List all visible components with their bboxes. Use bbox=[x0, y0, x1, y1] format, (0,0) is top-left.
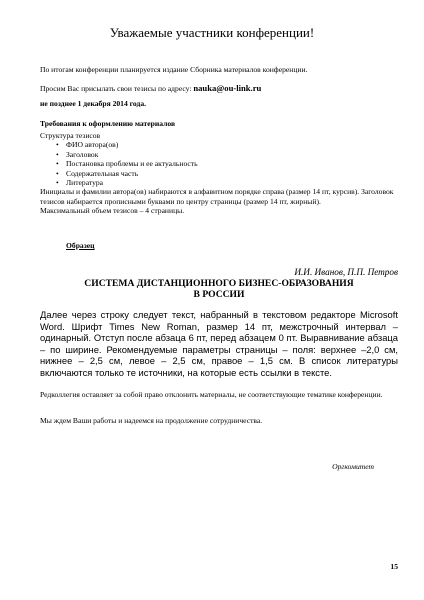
request-paragraph bbox=[40, 84, 398, 93]
sample-body: Далее через строку следует текст, набранный в текстовом редакторе Microsoft Word. Шрифт Times New Roman, размер 14 пт, межстрочный интервал – одинарный. Отступ после абзаца 6 пт, перед абзацем 0 пт. Выравнивание абзаца – по ширине. Рекомендуемые параметры страницы – поля: верхнее –2,0 см, нижнее – 2,5 см, левое – 2,5 см, правое – 1,5 см. В список литературы включаются только те источники, на которые есть ссылки в тексте. bbox=[40, 309, 398, 378]
sample-title-line: СИСТЕМА ДИСТАНЦИОННОГО БИЗНЕС-ОБРАЗОВАНИЯ bbox=[84, 278, 354, 289]
list-item: • Литература bbox=[56, 178, 104, 188]
list-item: • Заголовок bbox=[56, 149, 99, 159]
max-length-note: Максимальный объем тезисов – 4 страницы. bbox=[40, 206, 185, 216]
closing-text: Мы ждем Ваши работы и надеемся на продолжение сотрудничества. bbox=[40, 416, 263, 425]
list-item: • Постановка проблемы и ее актуальность bbox=[56, 159, 198, 169]
requirements-notes: Инициалы и фамилии автора(ов) набираются в алфавитном порядке справа (размер 14 пт, курсив). Заголовок тезисов набирается прописными буквами по центру страницы (размер 14 пт, жирный). bbox=[40, 187, 394, 206]
signature: Оргкомитет bbox=[332, 462, 374, 471]
bullet-icon: • bbox=[56, 159, 59, 169]
sample-label: Образец bbox=[66, 241, 95, 250]
page-number: 15 bbox=[390, 562, 398, 571]
structure-list bbox=[40, 140, 398, 187]
structure-label: Структура тезисов bbox=[40, 131, 101, 140]
request-text: Просим Вас присылать свои тезисы по адресу: bbox=[40, 84, 194, 93]
list-item: • ФИО автора(ов) bbox=[56, 140, 119, 150]
bullet-icon: • bbox=[56, 168, 59, 178]
list-item: • Содержательная часть bbox=[56, 168, 139, 178]
bullet-icon: • bbox=[56, 149, 59, 159]
requirements-block bbox=[40, 131, 398, 216]
bullet-icon: • bbox=[56, 178, 59, 188]
editorial-note: Редколлегия оставляет за собой право отклонить материалы, не соответствующие тематике конференции. bbox=[40, 390, 383, 399]
intro-paragraph: По итогам конференции планируется издание Сборника материалов конференции. bbox=[40, 65, 308, 74]
bullet-icon: • bbox=[56, 140, 59, 150]
sample-authors: И.И. Иванов, П.П. Петров bbox=[294, 267, 398, 277]
sample-title-line: В РОССИИ bbox=[193, 289, 245, 300]
email-address: nauka@ou-link.ru bbox=[193, 83, 262, 93]
deadline-text: не позднее 1 декабря 2014 года. bbox=[40, 99, 147, 108]
page-title: Уважаемые участники конференции! bbox=[109, 25, 315, 40]
sample-title bbox=[40, 278, 398, 300]
requirements-heading: Требования к оформлению материалов bbox=[40, 119, 176, 128]
